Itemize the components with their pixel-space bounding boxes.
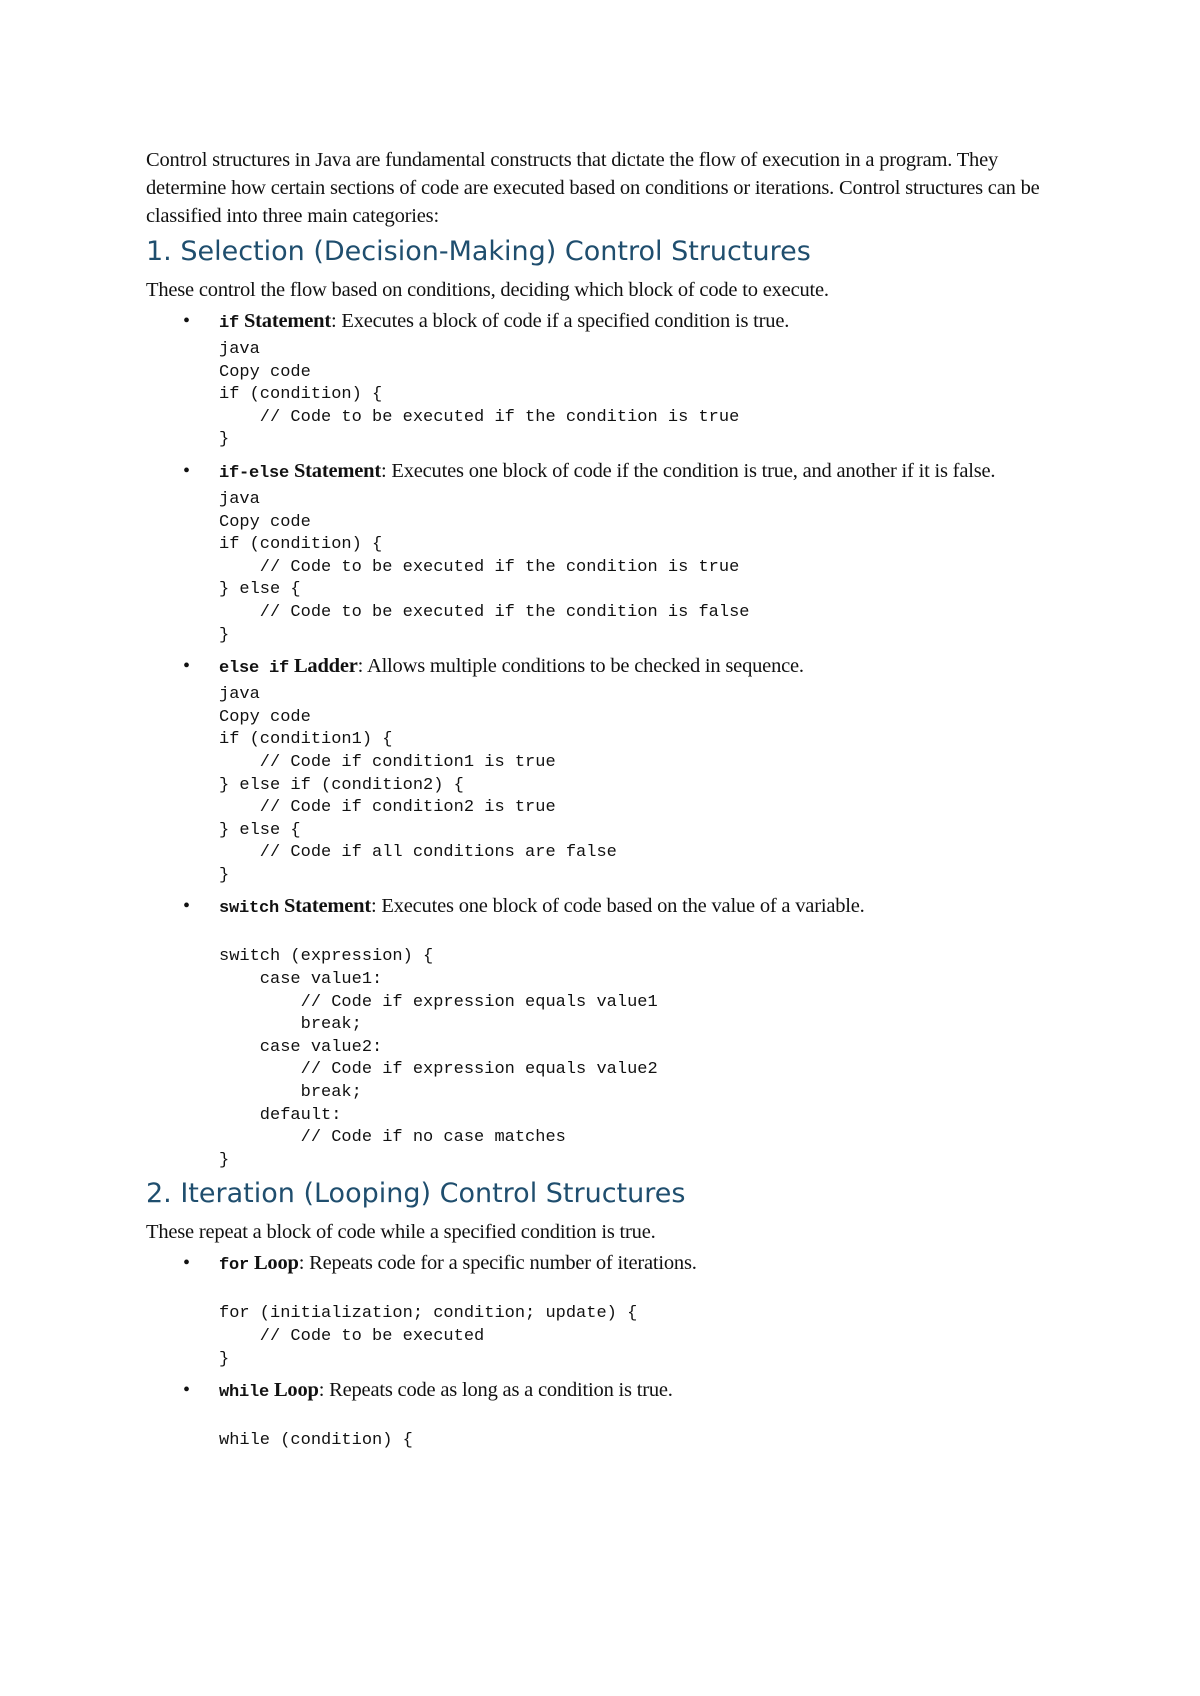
spacer — [219, 1281, 1046, 1303]
description: : Executes one block of code if the condition is true, and another if it is false. — [380, 459, 996, 482]
item-text — [219, 651, 1046, 684]
list-item-if-else-statement — [146, 456, 1046, 647]
keyword: else if — [219, 659, 290, 679]
item-text — [219, 456, 1046, 489]
term: Statement — [289, 459, 381, 482]
bullet-icon: • — [183, 310, 191, 332]
description: : Executes one block of code based on the value of a variable. — [370, 895, 865, 918]
keyword: if-else — [219, 463, 290, 483]
description: : Repeats code for a specific number of iterations. — [298, 1252, 697, 1275]
document-content — [146, 146, 1046, 1457]
description: : Allows multiple conditions to be checked in sequence. — [357, 655, 804, 678]
bullet-icon: • — [183, 459, 191, 482]
intro-paragraph: Control structures in Java are fundamental constructs that dictate the flow of execution in a program. They determine how certain sections of code are executed based on conditions or iterations. Control structures can be classified into three main categories: — [146, 149, 1040, 227]
item-text — [219, 1375, 1046, 1408]
section-heading-iteration: 2. Iteration (Looping) Control Structures — [146, 1178, 686, 1210]
section-description-selection: These control the flow based on conditions, deciding which block of code to execute. — [146, 279, 829, 301]
item-text — [219, 891, 1046, 924]
code-block: switch (expression) { case value1: // Code if expression equals value1 break; case value2: // Code if expression equals value2 break; default: // Code if no case matches } — [219, 947, 658, 1170]
term: Loop — [249, 1252, 299, 1275]
spacer — [219, 924, 1046, 946]
code-block: java Copy code if (condition) { // Code to be executed if the condition is true } — [219, 340, 740, 450]
term: Statement — [239, 310, 331, 332]
list-item-if-statement — [146, 306, 1046, 452]
list-item-switch-statement — [146, 891, 1046, 1172]
iteration-list — [146, 1248, 1046, 1452]
bullet-icon: • — [183, 655, 191, 678]
keyword: for — [219, 1256, 250, 1276]
section-description-iteration: These repeat a block of code while a specified condition is true. — [146, 1221, 656, 1244]
spacer — [219, 1408, 1046, 1430]
list-item-else-if-ladder — [146, 651, 1046, 887]
term: Ladder — [289, 655, 358, 678]
code-block: for (initialization; condition; update) { // Code to be executed } — [219, 1304, 638, 1369]
bullet-icon: • — [183, 1379, 191, 1402]
item-text — [219, 1248, 1046, 1281]
item-text — [219, 306, 1046, 339]
list-item-for-loop — [146, 1248, 1046, 1371]
description: : Executes a block of code if a specified condition is true. — [330, 310, 790, 332]
bullet-icon: • — [183, 895, 191, 918]
description: : Repeats code as long as a condition is true. — [318, 1379, 673, 1402]
code-block: java Copy code if (condition1) { // Code if condition1 is true } else if (condition2) { // Code if condition2 is true } else { // Code if all conditions are false } — [219, 685, 617, 885]
term: Statement — [279, 895, 371, 918]
code-block: java Copy code if (condition) { // Code to be executed if the condition is true } else { // Code to be executed if the condition is false } — [219, 489, 750, 645]
selection-list — [146, 306, 1046, 1172]
section-heading-selection: 1. Selection (Decision-Making) Control Structures — [146, 236, 811, 267]
bullet-icon: • — [183, 1252, 191, 1275]
list-item-while-loop — [146, 1375, 1046, 1453]
keyword: while — [219, 1383, 270, 1403]
term: Loop — [269, 1379, 319, 1402]
keyword: switch — [219, 899, 280, 919]
code-block: while (condition) { — [219, 1431, 413, 1451]
keyword: if — [219, 314, 240, 333]
